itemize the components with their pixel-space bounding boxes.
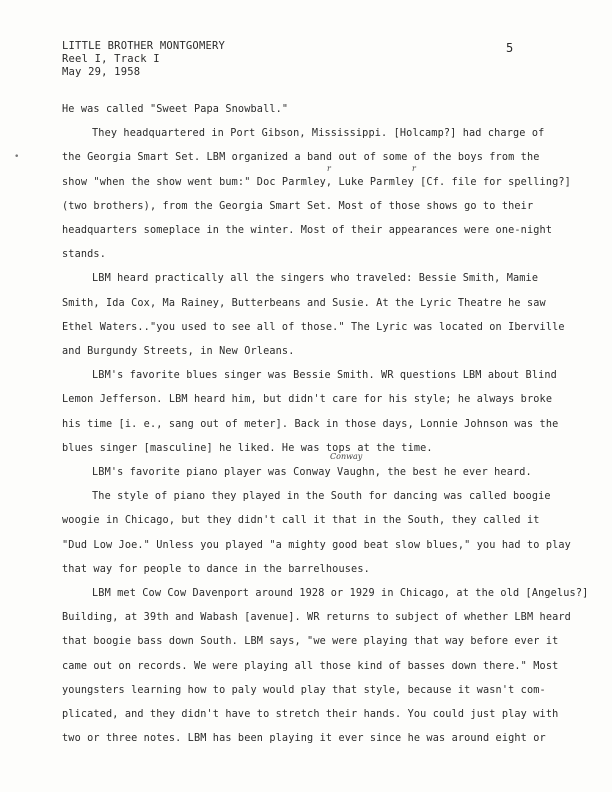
text-line: stands. (62, 249, 106, 261)
text-line: that way for people to dance in the barrelhouses. (62, 563, 370, 575)
text-line: and Burgundy Streets, in New Orleans. (62, 346, 295, 358)
paragraph (62, 364, 562, 461)
transcript-body (62, 98, 589, 751)
text-line: the Georgia Smart Set. LBM organized a band out of some of the boys from the (62, 152, 540, 164)
text-line: blues singer [masculine] he liked. He was tops at the time. (62, 442, 433, 454)
text-line: LBM's favorite blues singer was Bessie Smith. WR questions LBM about Blind (92, 370, 557, 382)
header-name: LITTLE BROTHER MONTGOMERY (62, 40, 226, 52)
text-line: his time [i. e., sang out of meter]. Back in those days, Lonnie Johnson was the (62, 418, 559, 430)
paragraph (62, 582, 589, 751)
text-line: woogie in Chicago, but they didn't call it that in the South, they called it (62, 515, 540, 527)
document-header (62, 40, 225, 79)
text-line: Lemon Jefferson. LBM heard him, but didn't care for his style; he always broke (62, 394, 553, 406)
text-line: headquarters someplace in the winter. Most of their appearances were one-night (62, 225, 553, 237)
paragraph (62, 267, 565, 364)
text-line: came out on records. We were playing all those kind of basses down there." Most (62, 660, 559, 672)
text-line: Ethel Waters.."you used to see all of those." The Lyric was located on Iberville (62, 321, 565, 333)
text-line: LBM heard practically all the singers who traveled: Bessie Smith, Mamie (92, 273, 539, 285)
handwritten-correction-1: r (327, 164, 331, 173)
text-line: (two brothers), from the Georgia Smart Set. Most of those shows go to their (62, 200, 534, 212)
handwritten-correction-conway: Conway (330, 452, 363, 461)
text-line: LBM's favorite piano player was Conway Vaughn, the best he ever heard. (92, 467, 532, 479)
text-line: "Dud Low Joe." Unless you played "a mighty good beat slow blues," you had to play (62, 539, 571, 551)
text-line: The style of piano they played in the South for dancing was called boogie (92, 491, 551, 503)
margin-mark: • (14, 152, 20, 162)
header-reel: Reel I, Track I (62, 53, 160, 65)
header-date: May 29, 1958 (62, 66, 141, 78)
paragraph (62, 122, 571, 267)
text-line: Building, at 39th and Wabash [avenue]. WR returns to subject of whether LBM heard (62, 612, 571, 624)
text-line: that boogie bass down South. LBM says, "we were playing that way before ever it (62, 636, 559, 648)
text-line: Smith, Ida Cox, Ma Rainey, Butterbeans and Susie. At the Lyric Theatre he saw (62, 297, 546, 309)
text-line: youngsters learning how to paly would play that style, because it wasn't com- (62, 684, 546, 696)
text-line: He was called "Sweet Papa Snowball." (62, 104, 289, 115)
paragraph (62, 485, 571, 582)
text-line: LBM met Cow Cow Davenport around 1928 or 1929 in Chicago, at the old [Angelus?] (92, 588, 589, 600)
text-line: two or three notes. LBM has been playing it ever since he was around eight or (62, 733, 546, 745)
text-line: They headquartered in Port Gibson, Mississippi. [Holcamp?] had charge of (92, 128, 545, 140)
page-number: 5 (506, 41, 514, 55)
paragraph (62, 98, 562, 122)
handwritten-correction-2: r (412, 164, 416, 173)
text-line: show "when the show went bum:" Doc Parmley, Luke Parmley [Cf. file for spelling?] (62, 176, 571, 188)
text-line: plicated, and they didn't have to stretch their hands. You could just play with (62, 709, 559, 721)
paragraph (62, 461, 562, 485)
